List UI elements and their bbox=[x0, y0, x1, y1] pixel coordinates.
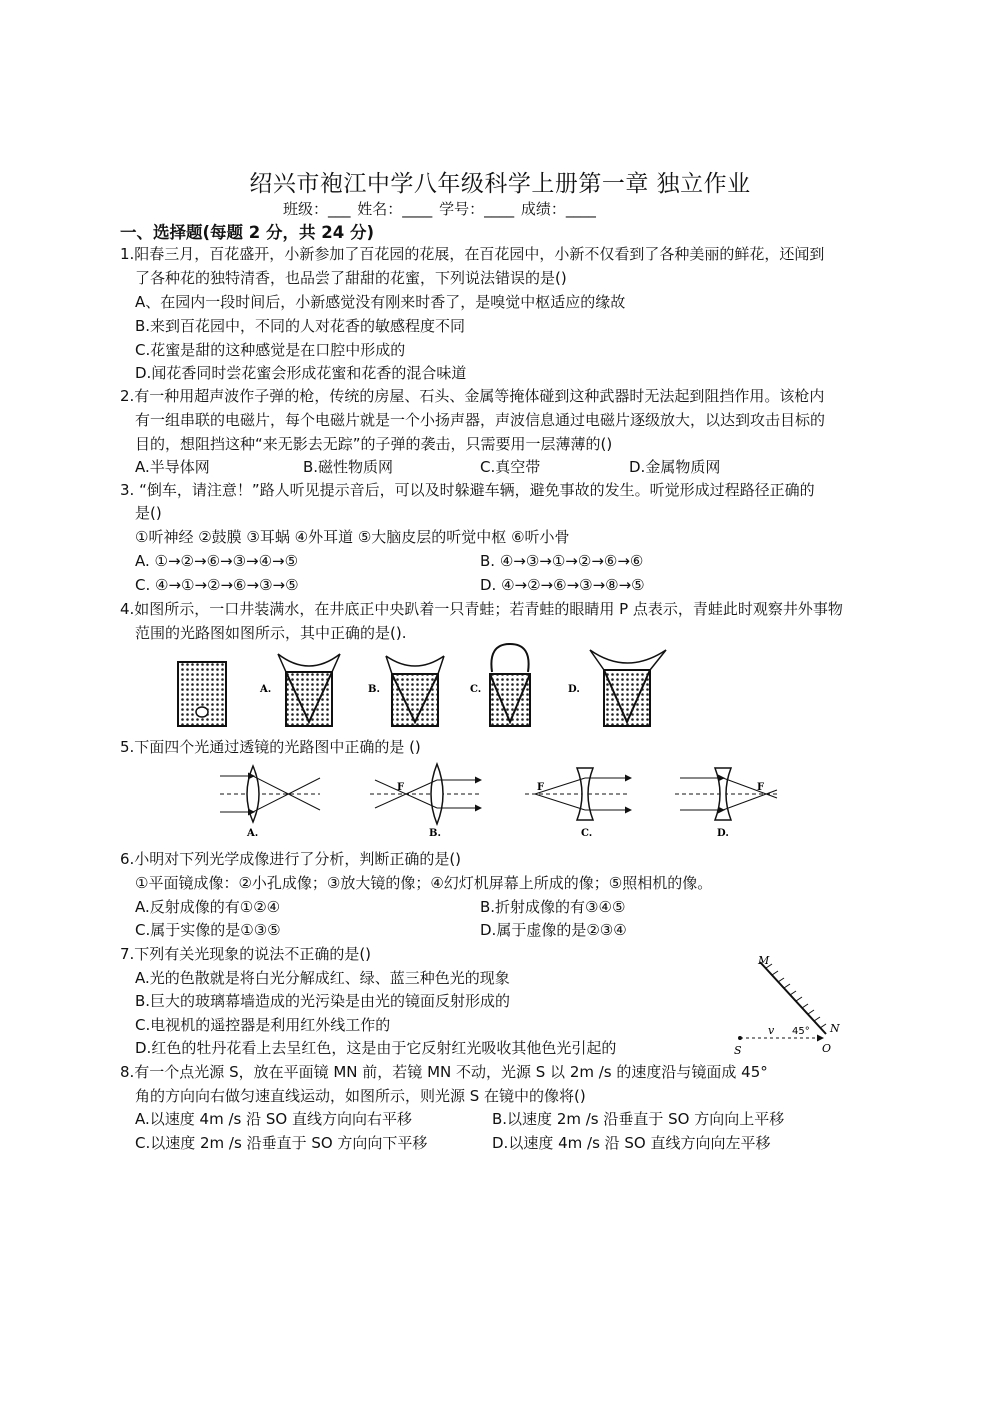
section-heading: 一、选择题(每题 2 分，共 24 分) bbox=[120, 223, 375, 242]
q1-option-a: A、在园内一段时间后，小新感觉没有刚来时香了，是嗅觉中枢适应的缘故 bbox=[135, 293, 626, 311]
lens-option-c bbox=[525, 768, 630, 839]
well-option-b bbox=[368, 656, 444, 726]
q4-label-d: D. bbox=[568, 684, 580, 695]
q3-option-a: A. ①→②→⑥→③→④→⑤ bbox=[135, 552, 299, 570]
q8-stem-line2: 角的方向向右做匀速直线运动，如图所示，则光源 S 在镜中的像将() bbox=[135, 1087, 586, 1105]
q1-option-c: C.花蜜是甜的这种感觉是在口腔中形成的 bbox=[135, 341, 406, 359]
q7-option-c: C.电视机的遥控器是利用红外线工作的 bbox=[135, 1016, 391, 1034]
well-option-d bbox=[568, 650, 666, 726]
mirror-label-v: v bbox=[768, 1024, 775, 1037]
q5-focus-c: F bbox=[537, 782, 545, 793]
q2-option-a: A.半导体网 bbox=[135, 458, 210, 476]
q5-label-d: D. bbox=[717, 828, 729, 839]
q1-stem-line1: 1.阳春三月，百花盛开，小新参加了百花园的花展，在百花园中，小新不仅看到了各种美丽的鲜花，还闻到 bbox=[120, 245, 825, 263]
lens-option-a bbox=[220, 766, 320, 839]
q2-stem-line2: 有一组串联的电磁片，每个电磁片就是一个小扬声器，声波信息通过电磁片逐级放大，以达到攻击目标的 bbox=[135, 411, 826, 429]
q5-stem: 5.下面四个光通过透镜的光路图中正确的是 () bbox=[120, 738, 421, 756]
q7-option-b: B.巨大的玻璃幕墙造成的光污染是由光的镜面反射形成的 bbox=[135, 992, 511, 1010]
q3-option-d: D. ④→②→⑥→③→⑧→⑤ bbox=[480, 576, 645, 594]
q6-option-d: D.属于虚像的是②③④ bbox=[480, 921, 627, 939]
q1-stem-line2: 了各种花的独特清香，也品尝了甜甜的花蜜，下列说法错误的是() bbox=[135, 269, 567, 287]
q2-option-d: D.金属物质网 bbox=[629, 458, 721, 476]
q7-option-a: A.光的色散就是将白光分解成红、绿、蓝三种色光的现象 bbox=[135, 969, 510, 987]
class-field: 班级：___ bbox=[283, 200, 351, 218]
student-number-field: 学号：____ bbox=[439, 200, 515, 218]
lens-option-d bbox=[675, 768, 780, 839]
q3-stem-line2: 是() bbox=[135, 504, 162, 522]
q3-items: ①听神经 ②鼓膜 ③耳蜗 ④外耳道 ⑤大脑皮层的听觉中枢 ⑥听小骨 bbox=[135, 528, 570, 546]
q5-focus-d: F bbox=[757, 782, 765, 793]
q2-option-b: B.磁性物质网 bbox=[303, 458, 394, 476]
score-field: 成绩：____ bbox=[520, 200, 596, 218]
q4-label-a: A. bbox=[260, 684, 272, 695]
lens-option-b bbox=[370, 764, 480, 839]
q8-option-d: D.以速度 4m /s 沿 SO 直线方向向左平移 bbox=[492, 1134, 771, 1152]
well-option-c bbox=[470, 644, 530, 726]
q5-label-c: C. bbox=[581, 828, 593, 839]
q6-items: ①平面镜成像：②小孔成像；③放大镜的像；④幻灯机屏幕上所成的像；⑤照相机的像。 bbox=[135, 874, 713, 892]
q6-stem: 6.小明对下列光学成像进行了分析，判断正确的是() bbox=[120, 850, 462, 868]
q4-stem-line1: 4.如图所示，一口井装满水，在井底正中央趴着一只青蛙；若青蛙的眼睛用 P 点表示，青蛙此时观察井外事物 bbox=[120, 600, 843, 618]
mirror-label-s: S bbox=[734, 1044, 742, 1057]
mirror-label-n: N bbox=[830, 1022, 840, 1035]
q5-focus-b: F bbox=[397, 782, 405, 793]
q3-option-c: C. ④→①→②→⑥→③→⑤ bbox=[135, 576, 299, 594]
student-info-line bbox=[283, 198, 598, 219]
q8-stem-line1: 8.有一个点光源 S，放在平面镜 MN 前，若镜 MN 不动，光源 S 以 2m /s 的速度沿与镜面成 45° bbox=[120, 1063, 768, 1081]
q1-option-b: B.来到百花园中，不同的人对花香的敏感程度不同 bbox=[135, 317, 466, 335]
q6-option-a: A.反射成像的有①②④ bbox=[135, 898, 281, 916]
mirror-label-angle: 45° bbox=[792, 1026, 810, 1037]
q6-option-b: B.折射成像的有③④⑤ bbox=[480, 898, 626, 916]
q4-label-c: C. bbox=[470, 684, 482, 695]
q1-option-d: D.闻花香同时尝花蜜会形成花蜜和花香的混合味道 bbox=[135, 364, 467, 382]
well-option-a bbox=[259, 654, 340, 726]
q5-label-b: B. bbox=[429, 828, 441, 839]
q7-option-d: D.红色的牡丹花看上去呈红色，这是由于它反射红光吸收其他色光引起的 bbox=[135, 1039, 617, 1057]
mirror-label-o: O bbox=[822, 1042, 832, 1055]
q2-option-c: C.真空带 bbox=[480, 458, 541, 476]
mirror-figure bbox=[728, 950, 848, 1060]
q6-option-c: C.属于实像的是①③⑤ bbox=[135, 921, 281, 939]
q4-stem-line2: 范围的光路图如图所示，其中正确的是(). bbox=[135, 624, 407, 642]
q2-stem-line3: 目的，想阻挡这种“来无影去无踪”的子弹的袭击，只需要用一层薄薄的() bbox=[135, 435, 613, 453]
name-field: 姓名：____ bbox=[357, 200, 433, 218]
q4-label-b: B. bbox=[368, 684, 380, 695]
q3-stem-line1: 3. “倒车，请注意！”路人听见提示音后，可以及时躲避车辆，避免事故的发生。听觉形成过程路径正确的 bbox=[120, 481, 815, 499]
q8-option-a: A.以速度 4m /s 沿 SO 直线方向向右平移 bbox=[135, 1110, 412, 1128]
q2-stem-line1: 2.有一种用超声波作子弹的枪，传统的房屋、石头、金属等掩体碰到这种武器时无法起到阻挡作用。该枪内 bbox=[120, 387, 825, 405]
q8-option-c: C.以速度 2m /s 沿垂直于 SO 方向向下平移 bbox=[135, 1134, 428, 1152]
q8-option-b: B.以速度 2m /s 沿垂直于 SO 方向向上平移 bbox=[492, 1110, 785, 1128]
mirror-label-m: M bbox=[758, 954, 770, 967]
q3-option-b: B. ④→③→①→②→⑥→⑥ bbox=[480, 552, 644, 570]
q7-stem: 7.下列有关光现象的说法不正确的是() bbox=[120, 945, 372, 963]
well-reference bbox=[178, 662, 226, 726]
q5-lens-figures bbox=[215, 760, 785, 842]
q5-label-a: A. bbox=[247, 828, 259, 839]
q4-well-figures bbox=[170, 642, 690, 732]
page-title: 绍兴市袍江中学八年级科学上册第一章 独立作业 bbox=[249, 171, 751, 197]
